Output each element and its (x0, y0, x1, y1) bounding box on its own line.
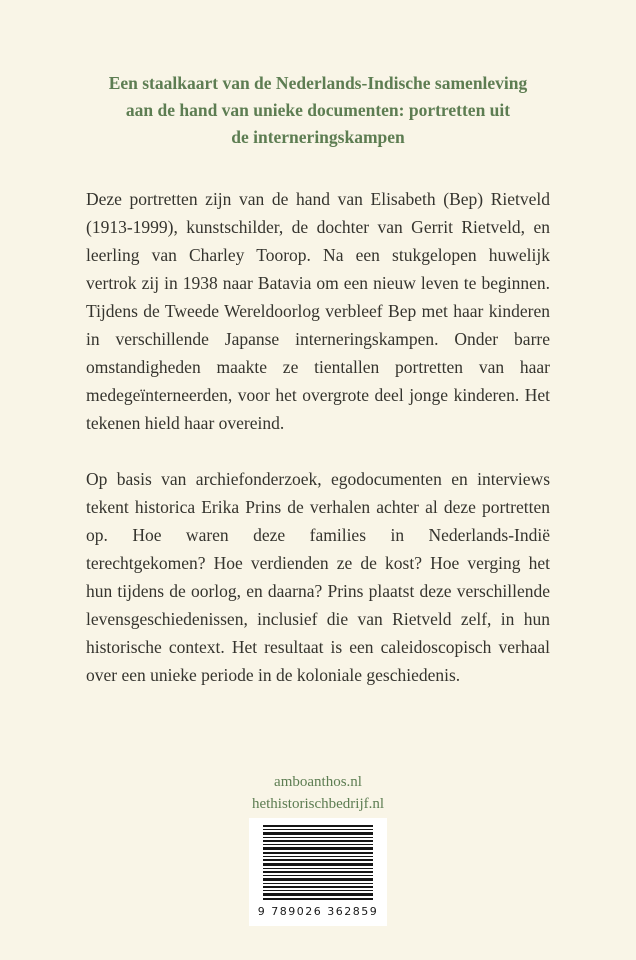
publisher-websites (0, 772, 636, 816)
publisher-site-ambo-anthos: amboanthos.nl (274, 774, 362, 790)
isbn-barcode (249, 818, 387, 926)
paragraph-research: Op basis van archiefonderzoek, egodocumenten en interviews tekent historica Erika Prins de verhalen achter al deze portretten op. Hoe waren deze families in Nederlands-Indië terechtgekomen? Hoe verdienden ze de kost? Hoe verging het hun tijdens de oorlog, en daarna? Prins plaatst deze verschillende levensgeschiedenissen, inclusief die van Rietveld zelf, in hun historische context. Het resultaat is een caleidoscopisch verhaal over een unieke periode in de koloniale geschiedenis. (86, 469, 550, 686)
barcode-stripes-icon (263, 825, 373, 901)
heading-line-3: de interneringskampen (231, 127, 405, 148)
paragraph-biography: Deze portretten zijn van de hand van Elisabeth (Bep) Rietveld (1913-1999), kunstschilder, de dochter van Gerrit Rietveld, en leerling van Charley Toorop. Na een stukgelopen huwelijk vertrok zij in 1938 naar Batavia om een nieuw leven te beginnen. Tijdens de Tweede Wereldoorlog verbleef Bep met haar kinderen in verschillende Japanse interneringskampen. Onder barre omstandigheden maakte ze tientallen portretten van haar medegeïnterneerden, voor het overgrote deel jonge kinderen. Het tekenen hield haar overeind. (86, 189, 550, 434)
back-cover-heading (58, 70, 578, 151)
publisher-site-het-historisch-bedrijf: hethistorischbedrijf.nl (251, 795, 385, 812)
heading-line-1: Een staalkaart van de Nederlands-Indische samenleving (108, 73, 528, 93)
heading-line-2: aan de hand van unieke documenten: portretten uit (125, 100, 511, 121)
isbn-number: 9 789026 362859 (257, 905, 379, 918)
back-cover-body (86, 185, 550, 689)
